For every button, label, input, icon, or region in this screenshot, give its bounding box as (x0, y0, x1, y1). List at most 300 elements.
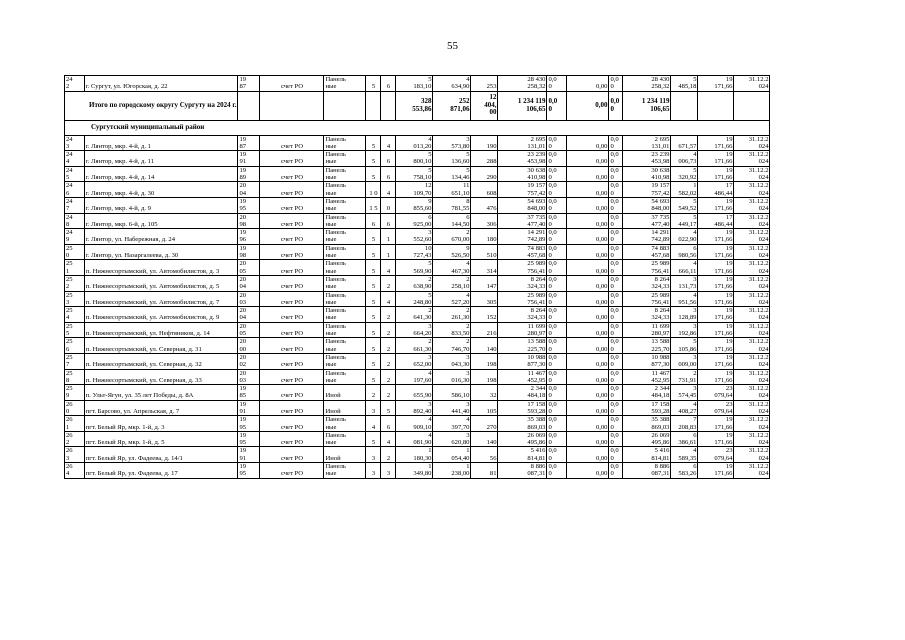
cost: 54 693 848,00 (498, 197, 547, 213)
year: 20 98 (238, 213, 260, 229)
cost-2: 74 883 457,68 (623, 244, 671, 260)
wall-material: Панель ные (324, 135, 366, 151)
row-number: 26 2 (65, 431, 85, 447)
fund: счет РО (260, 213, 324, 229)
col-c2: 0,00 (567, 447, 609, 463)
area-living: 11 651,10 (433, 182, 471, 198)
col-c3: 0,0 0 (609, 229, 623, 245)
floors: 3 (366, 447, 381, 463)
col-c1: 0,0 0 (547, 182, 567, 198)
cost: 35 388 869,03 (498, 416, 547, 432)
area-living: 586,10 (433, 385, 471, 401)
year: 19 91 (238, 400, 260, 416)
area-living: 6 144,50 (433, 213, 471, 229)
row-number: 24 7 (65, 197, 85, 213)
area-total: 5 758,10 (396, 166, 433, 182)
wall-material: Панель ные (324, 151, 366, 167)
year: 19 87 (238, 135, 260, 151)
year: 19 96 (238, 229, 260, 245)
deadline-date: 31.12.2 024 (734, 338, 770, 354)
table-row (65, 307, 770, 323)
cost-2: 8 264 324,33 (623, 307, 671, 323)
table-row (65, 291, 770, 307)
area-total: 9 855,60 (396, 197, 433, 213)
fund: счет РО (260, 385, 324, 401)
address: г. Лянтор, мкр. 4-й, д. 14 (84, 166, 238, 182)
total-c1: 0,0 0 (547, 91, 567, 120)
col-c4: 4 951,56 (671, 291, 698, 307)
year: 19 98 (238, 244, 260, 260)
residents: 270 (471, 416, 498, 432)
residents: 314 (471, 260, 498, 276)
deadline-date: 31.12.2 024 (734, 385, 770, 401)
entrances: 2 (381, 322, 396, 338)
address: г. Сургут, ул. Югорская, д. 22 (84, 76, 238, 92)
wall-material: Иной (324, 400, 366, 416)
address: п. Нижнесортымский, ул. Автомобилистов, д. 7 (84, 291, 238, 307)
col-c2: 0,00 (567, 400, 609, 416)
year: 20 03 (238, 369, 260, 385)
fund: счет РО (260, 338, 324, 354)
entrances: 4 (381, 431, 396, 447)
entrances: 0 (381, 197, 396, 213)
deadline-date: 31.12.2 024 (734, 76, 770, 92)
col-c5: 19 171,66 (698, 369, 734, 385)
row-number: 26 4 (65, 463, 85, 479)
row-number: 25 8 (65, 369, 85, 385)
address: пгт. Белый Яр, мкр. 1-й, д. 5 (84, 431, 238, 447)
table-row (65, 385, 770, 401)
floors: 5 (366, 307, 381, 323)
col-c2: 0,00 (567, 275, 609, 291)
cost-2: 35 388 869,03 (623, 416, 671, 432)
floors: 1 5 (366, 197, 381, 213)
col-c5: 19 171,66 (698, 244, 734, 260)
col-c5: 19 171,66 (698, 197, 734, 213)
row-number: 24 9 (65, 229, 85, 245)
area-living: 3 016,30 (433, 369, 471, 385)
area-living: 2 746,70 (433, 338, 471, 354)
area-living: 5 134,46 (433, 166, 471, 182)
col-c4: 5 320,92 (671, 166, 698, 182)
address: г. Лянтор, мкр. 4-й, д. 30 (84, 182, 238, 198)
year: 19 87 (238, 76, 260, 92)
wall-material: Панель ные (324, 76, 366, 92)
entrances: 2 (381, 307, 396, 323)
col-c4: 4 666,11 (671, 260, 698, 276)
col-c4: 3 574,45 (671, 385, 698, 401)
cost-2: 11 699 280,97 (623, 322, 671, 338)
col-c2: 0,00 (567, 353, 609, 369)
col-c2: 0,00 (567, 197, 609, 213)
floors: 5 (366, 369, 381, 385)
address: п. Ульт-Ягун, ул. 35 лет Победы, д. 8А (84, 385, 238, 401)
address: пгт. Белый Яр, ул. Фадеева, д. 14/1 (84, 447, 238, 463)
col-c4: 5 485,18 (671, 76, 698, 92)
residents: 81 (471, 463, 498, 479)
address: г. Лянтор, мкр. 6-й, д. 105 (84, 213, 238, 229)
col-c2: 0,00 (567, 166, 609, 182)
row-number: 25 5 (65, 322, 85, 338)
residents: 198 (471, 369, 498, 385)
area-living: 1 238,00 (433, 463, 471, 479)
row-number: 25 6 (65, 338, 85, 354)
col-c4: 3 128,89 (671, 307, 698, 323)
cost: 74 883 457,68 (498, 244, 547, 260)
entrances: 1 (381, 244, 396, 260)
floors: 4 (366, 416, 381, 432)
table-row (65, 213, 770, 229)
col-c5: 23 079,64 (698, 400, 734, 416)
col-c5: 17 486,44 (698, 182, 734, 198)
deadline-date: 31.12.2 024 (734, 197, 770, 213)
cost: 26 069 495,86 (498, 431, 547, 447)
cost: 8 886 087,31 (498, 463, 547, 479)
table-row (65, 463, 770, 479)
deadline-date: 31.12.2 024 (734, 416, 770, 432)
fund: счет РО (260, 353, 324, 369)
col-c3: 0,0 0 (609, 416, 623, 432)
entrances: 6 (381, 213, 396, 229)
total-c3: 0,0 0 (609, 91, 623, 120)
wall-material: Панель ные (324, 260, 366, 276)
cost-2: 2 695 131,01 (623, 135, 671, 151)
cost: 25 989 756,41 (498, 291, 547, 307)
col-c1: 0,0 0 (547, 416, 567, 432)
year: 19 95 (238, 197, 260, 213)
total-cost: 1 234 119 106,65 (498, 91, 547, 120)
deadline-date: 31.12.2 024 (734, 353, 770, 369)
wall-material: Панель ные (324, 431, 366, 447)
residents: 216 (471, 322, 498, 338)
col-c1: 0,0 0 (547, 197, 567, 213)
table-row (65, 151, 770, 167)
address: п. Нижнесортымский, ул. Автомобилистов, д. 3 (84, 260, 238, 276)
col-c1: 0,0 0 (547, 400, 567, 416)
col-c3: 0,0 0 (609, 447, 623, 463)
cost: 8 264 324,33 (498, 307, 547, 323)
year: 20 03 (238, 291, 260, 307)
fund: счет РО (260, 322, 324, 338)
area-living: 4 397,70 (433, 416, 471, 432)
wall-material: Панель ные (324, 369, 366, 385)
total-residents: 12 404, 00 (471, 91, 498, 120)
entrances: 6 (381, 76, 396, 92)
address: г. Лянтор, ул. Набережная, д. 24 (84, 229, 238, 245)
col-c2: 0,00 (567, 213, 609, 229)
col-c5: 19 171,66 (698, 338, 734, 354)
wall-material: Панель ные (324, 307, 366, 323)
col-c5: 19 171,66 (698, 166, 734, 182)
table-row (65, 416, 770, 432)
cost-2: 17 158 593,28 (623, 400, 671, 416)
entrances: 5 (381, 400, 396, 416)
floors: 5 (366, 275, 381, 291)
entrances: 4 (381, 291, 396, 307)
col-c2: 0,00 (567, 135, 609, 151)
table-row (65, 244, 770, 260)
deadline-date: 31.12.2 024 (734, 291, 770, 307)
area-living: 2 258,10 (433, 275, 471, 291)
cost-2: 37 735 477,40 (623, 213, 671, 229)
area-living: 4 527,20 (433, 291, 471, 307)
row-number: 26 0 (65, 400, 85, 416)
col-c4: 5 105,86 (671, 338, 698, 354)
address: п. Нижнесортымский, ул. Автомобилистов, д. 5 (84, 275, 238, 291)
fund: счет РО (260, 260, 324, 276)
col-c1: 0,0 0 (547, 229, 567, 245)
cost: 11 699 280,97 (498, 322, 547, 338)
address: г. Лянтор, мкр. 4-й, д. 11 (84, 151, 238, 167)
fund: счет РО (260, 76, 324, 92)
table-row (65, 322, 770, 338)
entrances: 2 (381, 338, 396, 354)
col-c2: 0,00 (567, 260, 609, 276)
entrances: 2 (381, 275, 396, 291)
col-c3: 0,0 0 (609, 353, 623, 369)
table-row (65, 400, 770, 416)
total-row (65, 91, 770, 120)
fund: счет РО (260, 229, 324, 245)
address: пгт. Белый Яр, ул. Фадеева, д. 17 (84, 463, 238, 479)
entrances: 4 (381, 260, 396, 276)
table-row (65, 338, 770, 354)
entrances: 4 (381, 182, 396, 198)
residents: 152 (471, 307, 498, 323)
row-number: 24 2 (65, 76, 85, 92)
wall-material: Иной (324, 385, 366, 401)
floors: 5 (366, 291, 381, 307)
cost: 11 467 452,95 (498, 369, 547, 385)
col-c4: 4 589,35 (671, 447, 698, 463)
row-number: 24 8 (65, 213, 85, 229)
cost-2: 26 069 495,86 (623, 431, 671, 447)
fund: счет РО (260, 369, 324, 385)
col-c1: 0,0 0 (547, 213, 567, 229)
residents: 306 (471, 213, 498, 229)
cost-2: 13 588 225,70 (623, 338, 671, 354)
wall-material: Панель ные (324, 213, 366, 229)
col-c1: 0,0 0 (547, 322, 567, 338)
residents: 56 (471, 447, 498, 463)
area-total: 3 552,60 (396, 229, 433, 245)
fund: счет РО (260, 151, 324, 167)
area-living: 2 670,00 (433, 229, 471, 245)
col-c3: 0,0 0 (609, 135, 623, 151)
col-c1: 0,0 0 (547, 463, 567, 479)
residents: 476 (471, 197, 498, 213)
cost-2: 28 430 258,32 (623, 76, 671, 92)
entrances: 3 (381, 463, 396, 479)
col-c3: 0,0 0 (609, 166, 623, 182)
cost: 28 430 258,32 (498, 76, 547, 92)
wall-material: Панель ные (324, 275, 366, 291)
residents: 510 (471, 244, 498, 260)
col-c2: 0,00 (567, 182, 609, 198)
col-c1: 0,0 0 (547, 447, 567, 463)
col-c2: 0,00 (567, 76, 609, 92)
residents: 105 (471, 400, 498, 416)
address: пгт. Барсово, ул. Апрельская, д. 7 (84, 400, 238, 416)
cost-2: 23 239 453,98 (623, 151, 671, 167)
col-c2: 0,00 (567, 322, 609, 338)
floors: 6 (366, 213, 381, 229)
area-living: 2 833,50 (433, 322, 471, 338)
col-c4: 5 449,17 (671, 213, 698, 229)
area-living: 5 136,60 (433, 151, 471, 167)
fund: счет РО (260, 307, 324, 323)
col-c3: 0,0 0 (609, 322, 623, 338)
table-row (65, 353, 770, 369)
col-c5: 19 171,66 (698, 353, 734, 369)
area-total: 1 180,30 (396, 447, 433, 463)
wall-material: Панель ные (324, 463, 366, 479)
fund: счет РО (260, 135, 324, 151)
address: п. Нижнесортымский, ул. Северная, д. 32 (84, 353, 238, 369)
col-c1: 0,0 0 (547, 260, 567, 276)
residents: 180 (471, 229, 498, 245)
cost: 19 157 757,42 (498, 182, 547, 198)
floors: 5 (366, 338, 381, 354)
cost: 30 638 410,98 (498, 166, 547, 182)
col-c3: 0,0 0 (609, 197, 623, 213)
col-c3: 0,0 0 (609, 307, 623, 323)
wall-material: Панель ные (324, 166, 366, 182)
year: 19 91 (238, 151, 260, 167)
cost-2: 25 989 756,41 (623, 260, 671, 276)
year: 20 00 (238, 338, 260, 354)
row-number: 24 4 (65, 151, 85, 167)
col-c1: 0,0 0 (547, 353, 567, 369)
col-c3: 0,0 0 (609, 338, 623, 354)
floors: 5 (366, 229, 381, 245)
floors: 3 (366, 463, 381, 479)
year: 19 95 (238, 431, 260, 447)
cost: 37 735 477,40 (498, 213, 547, 229)
area-living: 3 441,40 (433, 400, 471, 416)
deadline-date: 31.12.2 024 (734, 213, 770, 229)
entrances: 6 (381, 151, 396, 167)
col-c2: 0,00 (567, 151, 609, 167)
area-total: 5 800,10 (396, 151, 433, 167)
wall-material: Панель ные (324, 416, 366, 432)
area-total: 655,90 (396, 385, 433, 401)
col-c4: 4 006,73 (671, 151, 698, 167)
year: 20 05 (238, 260, 260, 276)
col-c2: 0,00 (567, 291, 609, 307)
area-total: 2 641,30 (396, 307, 433, 323)
col-c5: 19 171,66 (698, 463, 734, 479)
cost: 17 158 593,28 (498, 400, 547, 416)
col-c5: 23 079,64 (698, 385, 734, 401)
floors: 5 (366, 431, 381, 447)
wall-material: Панель ные (324, 353, 366, 369)
address: г. Лянтор, ул. Назаргалеева, д. 30 (84, 244, 238, 260)
floors: 5 (366, 260, 381, 276)
col-c4: 6 386,61 (671, 431, 698, 447)
deadline-date: 31.12.2 024 (734, 260, 770, 276)
fund: счет РО (260, 400, 324, 416)
cost-2: 25 989 756,41 (623, 291, 671, 307)
section-title: Сургутский муниципальный район (65, 120, 770, 135)
fund: счет РО (260, 291, 324, 307)
area-total: 5 248,80 (396, 291, 433, 307)
entrances: 6 (381, 416, 396, 432)
col-c5: 23 079,64 (698, 447, 734, 463)
floors: 5 (366, 135, 381, 151)
section-header-row (65, 120, 770, 135)
wall-material: Панель ные (324, 229, 366, 245)
year: 20 04 (238, 182, 260, 198)
col-c1: 0,0 0 (547, 369, 567, 385)
row-number: 25 1 (65, 260, 85, 276)
cost-2: 19 157 757,42 (623, 182, 671, 198)
col-c1: 0,0 0 (547, 338, 567, 354)
address: п. Нижнесортымский, ул. Северная, д. 33 (84, 369, 238, 385)
deadline-date: 31.12.2 024 (734, 322, 770, 338)
address: п. Нижнесортымский, ул. Северная, д. 31 (84, 338, 238, 354)
deadline-date: 31.12.2 024 (734, 463, 770, 479)
total-label: Итого по городскому округу Сургуту на 2024 г. (65, 91, 238, 120)
col-c3: 0,0 0 (609, 431, 623, 447)
row-number: 24 3 (65, 135, 85, 151)
col-c5: 19 171,66 (698, 307, 734, 323)
col-c5: 19 171,66 (698, 76, 734, 92)
deadline-date: 31.12.2 024 (734, 400, 770, 416)
table-row (65, 182, 770, 198)
address: г. Лянтор, мкр. 4-й, д. 1 (84, 135, 238, 151)
area-total: 2 638,90 (396, 275, 433, 291)
deadline-date: 31.12.2 024 (734, 244, 770, 260)
table-row (65, 431, 770, 447)
housing-repair-table (64, 75, 770, 479)
col-c5: 19 171,66 (698, 416, 734, 432)
row-number: 25 0 (65, 244, 85, 260)
wall-material: Панель ные (324, 291, 366, 307)
table-row (65, 447, 770, 463)
cost-2: 54 693 848,00 (623, 197, 671, 213)
area-total: 6 925,00 (396, 213, 433, 229)
area-living: 3 620,80 (433, 431, 471, 447)
cost: 2 344 484,18 (498, 385, 547, 401)
area-total: 3 664,20 (396, 322, 433, 338)
table-row-first (65, 76, 770, 92)
year: 19 95 (238, 463, 260, 479)
cost-2: 8 886 087,31 (623, 463, 671, 479)
col-c3: 0,0 0 (609, 244, 623, 260)
col-c1: 0,0 0 (547, 244, 567, 260)
col-c1: 0,0 0 (547, 135, 567, 151)
col-c4: 671,57 (671, 135, 698, 151)
deadline-date: 31.12.2 024 (734, 229, 770, 245)
year: 20 04 (238, 307, 260, 323)
area-living: 1 054,40 (433, 447, 471, 463)
row-number: 25 9 (65, 385, 85, 401)
cost: 2 695 131,01 (498, 135, 547, 151)
col-c5: 19 171,66 (698, 275, 734, 291)
row-number: 24 5 (65, 166, 85, 182)
floors: 3 (366, 400, 381, 416)
col-c2: 0,00 (567, 431, 609, 447)
area-living: 8 781,55 (433, 197, 471, 213)
col-c3: 0,0 0 (609, 463, 623, 479)
wall-material: Панель ные (324, 182, 366, 198)
col-c1: 0,0 0 (547, 307, 567, 323)
residents: 288 (471, 151, 498, 167)
page-number: 55 (447, 40, 458, 52)
wall-material: Панель ные (324, 197, 366, 213)
deadline-date: 31.12.2 024 (734, 275, 770, 291)
